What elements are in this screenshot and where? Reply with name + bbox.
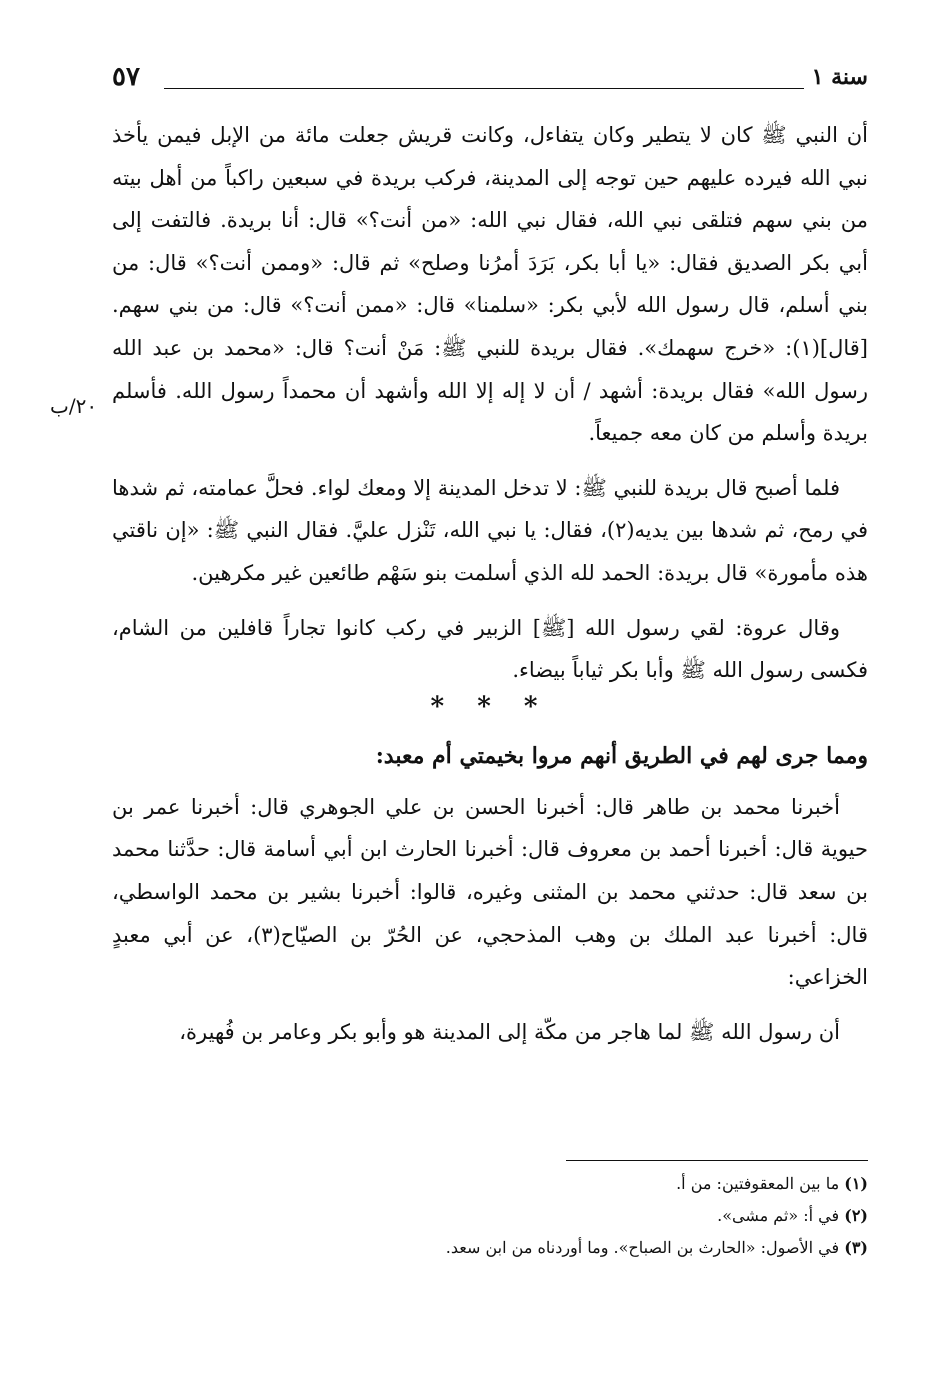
footnote-number: (٢) bbox=[844, 1206, 868, 1225]
footnote-number: (١) bbox=[844, 1174, 868, 1193]
paragraph: فلما أصبح قال بريدة للنبي ﷺ: لا تدخل المدينة إلا ومعك لواء. فحلَّ عمامته، ثم شدها في رمح، ثم شدها بين يديه(٢)، فقال: يا نبي الله، تَنْزل عليَّ. فقال النبي ﷺ: «إن ناقتي هذه مأمورة» قال بريدة: الحمد لله الذي أسلمت بنو سَهْم طائعين غير مكرهين. bbox=[112, 475, 868, 585]
paragraph: أخبرنا محمد بن طاهر قال: أخبرنا الحسن بن علي الجوهري قال: أخبرنا عمر بن حيوية قال: أخبرنا أحمد بن معروف قال: أخبرنا الحارث ابن أبي أسامة قال: حدَّثنا محمد بن سعد قال: حدثني محمد بن المثنى وغيره، قالوا: أخبرنا بشير بن محمد الواسطي، قال: أخبرنا عبد الملك بن وهب المذحجي، عن الحُرّ بن الصيّاح(٣)، عن أبي معبدٍ الخزاعي: bbox=[112, 794, 868, 990]
footnote-number: (٣) bbox=[844, 1238, 868, 1257]
section-separator: * * * bbox=[430, 691, 550, 722]
section-heading: ومما جرى لهم في الطريق أنهم مروا بخيمتي أم معبد: bbox=[375, 742, 868, 769]
paragraph: وقال عروة: لقي رسول الله [ﷺ] الزبير في ركب كانوا تجاراً قافلين من الشام، فكسى رسول الله ﷺ وأبا بكر ثياباً بيضاء. bbox=[112, 615, 868, 683]
page-number: ٥٧ bbox=[112, 62, 140, 92]
footnote-rule bbox=[566, 1160, 868, 1161]
footnote-text: في الأصول: «الحارث بن الصباح». وما أوردناه من ابن سعد. bbox=[445, 1238, 840, 1257]
header-rule bbox=[164, 88, 804, 89]
footnote-text: في أ: «ثم مشى». bbox=[717, 1206, 840, 1225]
margin-folio-note: ٢٠/ب bbox=[50, 394, 98, 418]
running-title: سنة ١ bbox=[811, 64, 868, 90]
footnote bbox=[108, 1200, 868, 1232]
footnote-text: ما بين المعقوفتين: من أ. bbox=[676, 1174, 840, 1193]
footnotes bbox=[108, 1168, 868, 1264]
paragraph: أن رسول الله ﷺ لما هاجر من مكّة إلى المدينة هو وأبو بكر وعامر بن فُهيرة، bbox=[179, 1019, 840, 1044]
footnote bbox=[108, 1232, 868, 1264]
running-header bbox=[112, 62, 868, 102]
paragraph: أن النبي ﷺ كان لا يتطير وكان يتفاءل، وكانت قريش جعلت مائة من الإبل فيمن يأخذ نبي الله فيرده عليهم حين توجه إلى المدينة، فركب بريدة في سبعين راكباً من أهل بيته من بني سهم فتلقى نبي الله، فقال نبي الله: «من أنت؟» قال: أنا بريدة. فالتفت إلى أبي بكر الصديق فقال: «يا أبا بكر، بَرَدَ أمرُنا وصلح» ثم قال: «وممن أنت؟» قال: من بني أسلم، قال رسول الله لأبي بكر: «سلمنا» قال: «ممن أنت؟» قال: من بني سهم. [قال](١): «خرج سهمك». فقال بريدة للنبي ﷺ: مَنْ أنت؟ قال: «محمد بن عبد الله رسول الله» فقال بريدة: أشهد / أن لا إله إلا الله وأشهد أن محمداً رسول الله. فأسلم بريدة وأسلم من كان معه جميعاً. bbox=[112, 123, 868, 446]
main-text bbox=[112, 114, 868, 1053]
footnote bbox=[108, 1168, 868, 1200]
